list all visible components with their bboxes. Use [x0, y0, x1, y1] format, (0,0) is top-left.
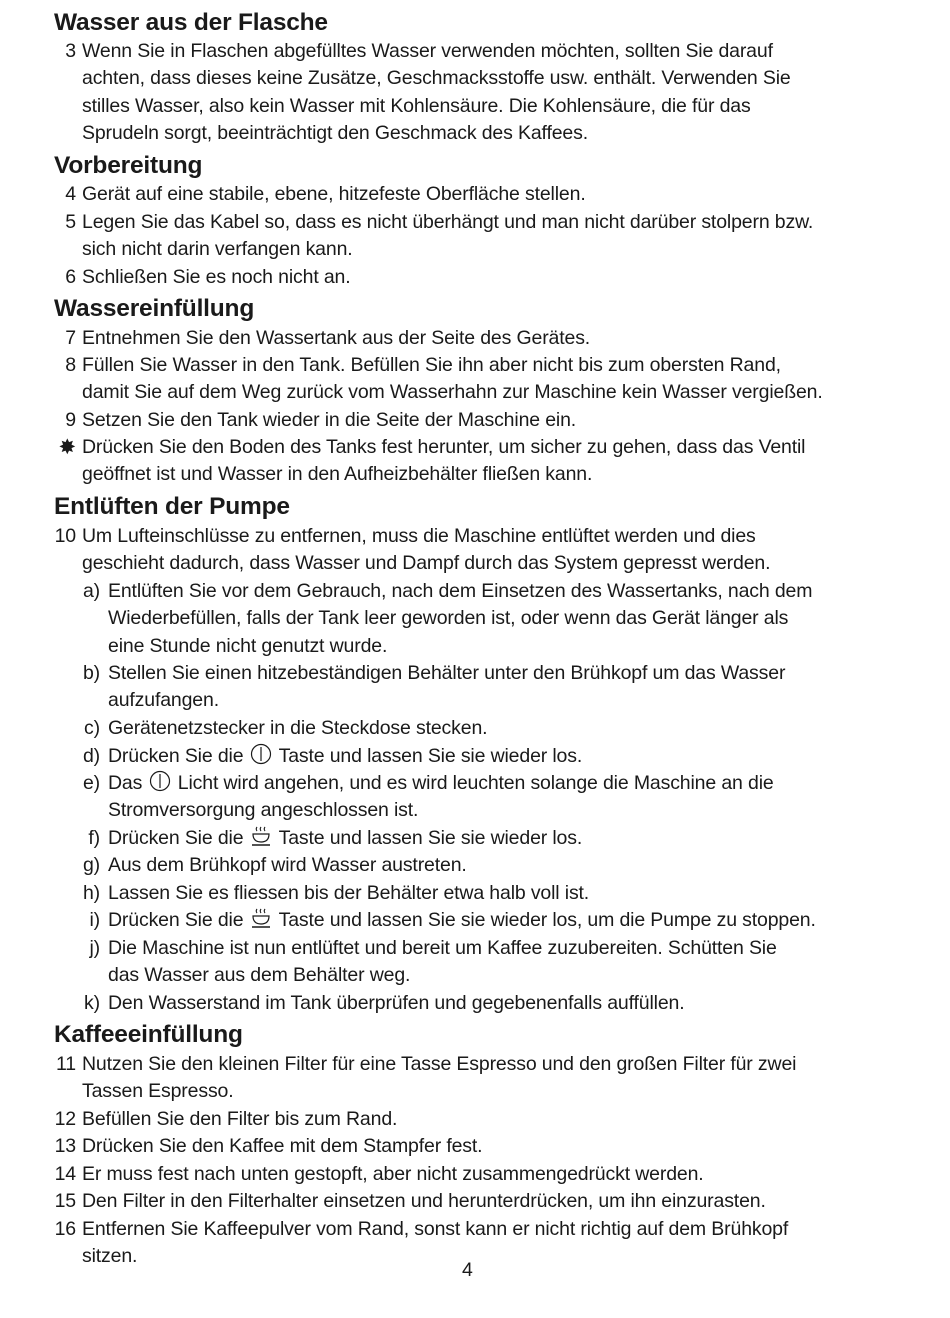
section-heading: Wassereinfüllung: [54, 295, 255, 322]
section-heading: Entlüften der Pumpe: [54, 493, 290, 520]
item-number: 3: [65, 40, 76, 62]
sub-item-letter: d): [82, 745, 100, 767]
item-text: Drücken Sie die Taste und lassen Sie sie wieder los.: [108, 745, 583, 767]
item-text: Schließen Sie es noch nicht an.: [82, 266, 351, 288]
item-number: 7: [65, 327, 76, 349]
item-text: Legen Sie das Kabel so, dass es nicht überhängt und man nicht darüber stolpern bzw. sich nicht darin verfangen kann.: [82, 211, 814, 261]
section-heading: Wasser aus der Flasche: [54, 9, 328, 36]
item-number: 13: [54, 1135, 76, 1157]
item-text: Drücken Sie den Kaffee mit dem Stampfer fest.: [82, 1135, 483, 1157]
item-number: 6: [65, 266, 76, 288]
item-number: 11: [56, 1053, 76, 1075]
item-text: Aus dem Brühkopf wird Wasser austreten.: [108, 854, 467, 876]
sub-item-letter: k): [84, 992, 100, 1014]
item-text: Um Lufteinschlüsse zu entfernen, muss die Maschine entlüftet werden und dies geschieht dadurch, dass Wasser und Dampf durch das System gepresst werden.: [82, 525, 771, 575]
power-icon: [250, 743, 272, 765]
item-text: Nutzen Sie den kleinen Filter für eine Tasse Espresso und den großen Filter für zwei Tassen Espresso.: [82, 1053, 797, 1103]
item-text: Entnehmen Sie den Wassertank aus der Seite des Gerätes.: [82, 327, 591, 349]
item-number: 15: [54, 1190, 76, 1212]
item-text: Den Wasserstand im Tank überprüfen und gegebenenfalls auffüllen.: [108, 992, 685, 1014]
item-text: Befüllen Sie den Filter bis zum Rand.: [82, 1108, 398, 1130]
item-number: 16: [54, 1218, 76, 1240]
coffee-cup-icon: [250, 907, 272, 929]
item-text: Gerätenetzstecker in die Steckdose stecken.: [108, 717, 488, 739]
item-text: Er muss fest nach unten gestopft, aber nicht zusammengedrückt werden.: [82, 1163, 704, 1185]
item-text: Wenn Sie in Flaschen abgefülltes Wasser verwenden möchten, sollten Sie darauf achten, dass dieses keine Zusätze, Geschmacksstoffe usw. enthält. Verwenden Sie stilles Wasser, also kein Wasser mit Kohlensäure. Die Kohlensäure, die für das Sprudeln sorgt, beeinträchtigt den Geschmack des Kaffees.: [82, 40, 791, 144]
sub-item-letter: b): [82, 662, 100, 684]
sub-item-letter: h): [82, 882, 100, 904]
tip-star-icon: ✸: [58, 436, 76, 459]
sub-item-letter: i): [89, 909, 100, 931]
item-number: 8: [65, 354, 76, 376]
item-text: Den Filter in den Filterhalter einsetzen und herunterdrücken, um ihn einzurasten.: [82, 1190, 766, 1212]
sub-item-letter: c): [84, 717, 100, 739]
power-icon: [149, 770, 171, 792]
item-text: Lassen Sie es fliessen bis der Behälter etwa halb voll ist.: [108, 882, 590, 904]
item-text: Entfernen Sie Kaffeepulver vom Rand, sonst kann er nicht richtig auf dem Brühkopf sitzen.: [82, 1218, 789, 1268]
item-number: 4: [65, 183, 76, 205]
item-text: Entlüften Sie vor dem Gebrauch, nach dem Einsetzen des Wassertanks, nach dem Wiederbefüllen, falls der Tank leer geworden ist, oder wenn das Gerät länger als eine Stunde nicht genutzt wurde.: [108, 580, 813, 657]
item-number: 12: [54, 1108, 76, 1130]
item-number: 14: [54, 1163, 76, 1185]
item-text: Die Maschine ist nun entlüftet und bereit um Kaffee zuzubereiten. Schütten Sie das Wasser aus dem Behälter weg.: [108, 937, 777, 987]
sub-item-letter: j): [89, 937, 100, 959]
item-number: 9: [65, 409, 76, 431]
item-number: 5: [65, 211, 76, 233]
sub-item-letter: e): [82, 772, 100, 794]
item-text: Das Licht wird angehen, und es wird leuchten solange die Maschine an die Stromversorgung angeschlossen ist.: [108, 772, 774, 822]
item-text: Gerät auf eine stabile, ebene, hitzefeste Oberfläche stellen.: [82, 183, 586, 205]
item-text: Drücken Sie die Taste und lassen Sie sie wieder los.: [108, 827, 583, 849]
item-number: 10: [54, 525, 76, 547]
item-text: Drücken Sie den Boden des Tanks fest herunter, um sicher zu gehen, dass das Ventil geöffnet ist und Wasser in den Aufheizbehälter fließen kann.: [82, 436, 806, 486]
sub-item-letter: g): [82, 854, 100, 876]
item-text: Füllen Sie Wasser in den Tank. Befüllen Sie ihn aber nicht bis zum obersten Rand, damit Sie auf dem Weg zurück vom Wasserhahn zur Maschine kein Wasser vergießen.: [82, 354, 823, 404]
sub-item-letter: a): [82, 580, 100, 602]
section-heading: Kaffeeeinfüllung: [54, 1021, 243, 1048]
item-text: Stellen Sie einen hitzebeständigen Behälter unter den Brühkopf um das Wasser aufzufangen.: [108, 662, 786, 712]
item-text: Drücken Sie die Taste und lassen Sie sie wieder los, um die Pumpe zu stoppen.: [108, 909, 816, 931]
section-heading: Vorbereitung: [54, 152, 203, 179]
sub-item-letter: f): [88, 827, 100, 849]
page-number: 4: [462, 1259, 473, 1281]
item-text: Setzen Sie den Tank wieder in die Seite der Maschine ein.: [82, 409, 577, 431]
coffee-cup-icon: [250, 825, 272, 847]
